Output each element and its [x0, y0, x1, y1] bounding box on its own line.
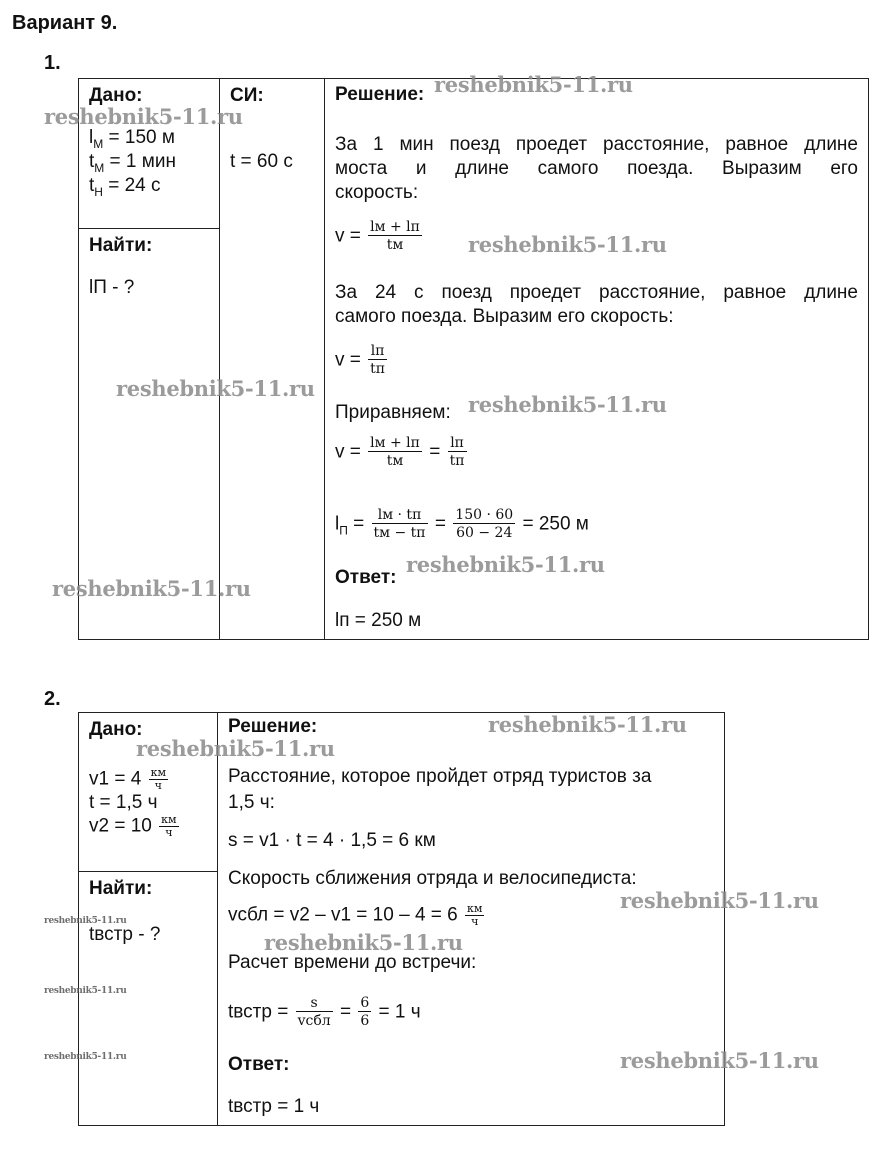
- si-label: СИ:: [230, 85, 264, 106]
- text2-line-1: За 24 с поезд проедет расстояние, равное длине: [335, 282, 858, 303]
- equate-label: Приравняем:: [335, 402, 451, 423]
- formula-equate: v = $\frac{lм + lп}{tм}$ = $\frac{lп}{tп}$: [335, 435, 465, 469]
- given-cell: [79, 79, 220, 229]
- watermark-small: reshebnik5-11.ru: [44, 916, 127, 926]
- watermark: reshebnik5-11.ru: [468, 392, 667, 417]
- text2-p2: Скорость сближения отряда и велосипедиста:: [228, 868, 637, 889]
- watermark: reshebnik5-11.ru: [116, 376, 315, 401]
- given-time-train: $t_Н = 24$ с: [89, 174, 161, 199]
- answer-label-2: Ответ:: [228, 1054, 290, 1075]
- watermark: reshebnik5-11.ru: [488, 712, 687, 737]
- given-label: Дано:: [89, 85, 143, 106]
- speed-formula: vсбл = v2 – v1 = 10 – 4 = 6 $\frac{км}{ч}$: [228, 902, 483, 928]
- watermark-small: reshebnik5-11.ru: [44, 986, 127, 996]
- find-value: lП - ?: [89, 276, 135, 298]
- watermark: reshebnik5-11.ru: [434, 72, 633, 97]
- find-label-2: Найти:: [89, 878, 153, 900]
- text1-line-2-p2: 1,5 ч:: [228, 792, 275, 813]
- given-label-2: Дано:: [89, 719, 143, 740]
- time-formula: tвстр = $\frac{s}{\text{vсбл}}$ = $\frac{6}{6}$ = 1 ч: [228, 995, 421, 1029]
- si-value: t = 60 с: [230, 151, 293, 172]
- formula-speed-2: v = $\frac{lп}{tп}$: [335, 343, 386, 377]
- text1-line-1-p2: Расстояние, которое пройдет отряд туристов за: [228, 766, 652, 787]
- text1-line-3: скорость:: [335, 182, 419, 203]
- text1-line-1: За 1 мин поезд проедет расстояние, равное длине: [335, 134, 858, 155]
- given-t: t = 1,5 ч: [89, 792, 158, 813]
- solution-label: Решение:: [335, 84, 425, 105]
- si-cell: [220, 79, 325, 640]
- given-v1: v1 = 4 $\frac{км}{ч}$: [89, 766, 167, 792]
- formula-result: $l_П$ = $\frac{lм \cdot tп}{tм - tп}$ = $\frac{150 \cdot 60}{60 - 24}$ = 250 м: [335, 507, 589, 541]
- watermark: reshebnik5-11.ru: [52, 576, 251, 601]
- find-cell-2: [79, 872, 218, 1126]
- problem-2-number: 2.: [44, 688, 61, 710]
- watermark-small: reshebnik5-11.ru: [44, 1052, 127, 1062]
- watermark: reshebnik5-11.ru: [44, 104, 243, 129]
- text1-line-2: моста и длине самого поезда. Выразим его: [335, 158, 858, 179]
- page-title: Вариант 9.: [12, 12, 118, 34]
- find-label: Найти:: [89, 234, 153, 256]
- watermark: reshebnik5-11.ru: [264, 930, 463, 955]
- text3-p2: Расчет времени до встречи:: [228, 952, 477, 973]
- watermark: reshebnik5-11.ru: [620, 1048, 819, 1073]
- text2-line-2: самого поезда. Выразим его скорость:: [335, 306, 674, 327]
- watermark: reshebnik5-11.ru: [136, 736, 335, 761]
- given-v2: v2 = 10 $\frac{км}{ч}$: [89, 813, 177, 839]
- answer-label: Ответ:: [335, 567, 397, 588]
- find-value-2: tвстр - ?: [89, 924, 161, 946]
- distance-formula: s = v1 · t = 4 · 1,5 = 6 км: [228, 830, 436, 851]
- watermark: reshebnik5-11.ru: [468, 232, 667, 257]
- watermark: reshebnik5-11.ru: [620, 888, 819, 913]
- formula-speed-1: v = $\frac{lм + lп}{tм}$: [335, 219, 420, 253]
- answer-value: lп = 250 м: [335, 610, 422, 631]
- problem-1-number: 1.: [44, 52, 61, 74]
- given-length: $l_М = 150$ м: [89, 127, 175, 151]
- given-time-bridge: $t_М = 1$ мин: [89, 150, 176, 175]
- watermark: reshebnik5-11.ru: [406, 552, 605, 577]
- solution-label-2: Решение:: [228, 716, 318, 737]
- answer-value-2: tвстр = 1 ч: [228, 1096, 320, 1117]
